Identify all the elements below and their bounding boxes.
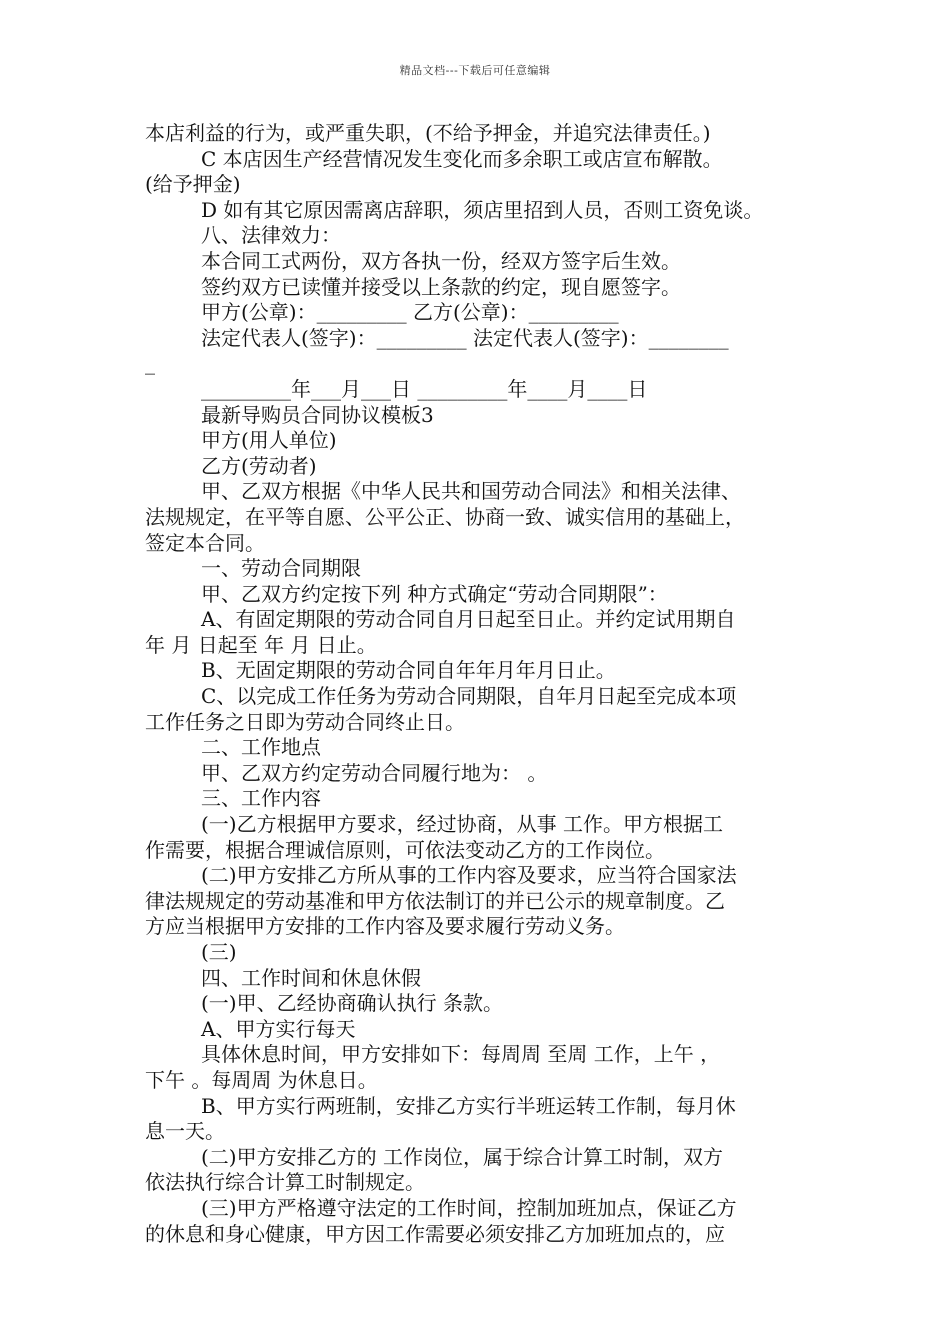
page-header: 精品文档---下载后可任意编辑 <box>399 64 551 77</box>
document-line: 下午 。每周周 为休息日。 <box>145 1067 378 1092</box>
document-line: 法定代表人(签字)：_________ 法定代表人(签字)：________ <box>201 325 729 350</box>
document-line: _________年___月___日 _________年____月____日 <box>201 376 648 401</box>
document-line: C 本店因生产经营情况发生变化而多余职工或店宣布解散。 <box>201 146 723 171</box>
document-line: 甲、乙双方约定按下列 种方式确定“劳动合同期限”： <box>201 581 668 606</box>
document-line: A、有固定期限的劳动合同自月日起至日止。并约定试用期自 <box>201 607 736 632</box>
document-line: 四、工作时间和休息休假 <box>201 965 421 990</box>
document-line: 年 月 日起至 年 月 日止。 <box>145 632 377 657</box>
document-line: 的休息和身心健康，甲方因工作需要必须安排乙方加班加点的，应 <box>145 1221 725 1246</box>
document-line: 具体休息时间，甲方安排如下：每周周 至周 工作，上午 ， <box>201 1042 721 1067</box>
document-line: 依法执行综合计算工时制规定。 <box>145 1170 425 1195</box>
document-line: (二)甲方安排乙方的 工作岗位，属于综合计算工时制，双方 <box>201 1144 723 1169</box>
document-line: 甲、乙双方约定劳动合同履行地为： 。 <box>201 760 548 785</box>
document-line: 工作任务之日即为劳动合同终止日。 <box>145 709 465 734</box>
document-line: 本合同工式两份，双方各执一份，经双方签字后生效。 <box>201 248 681 273</box>
document-line: 甲方(公章)：_________ 乙方(公章)：_________ <box>201 300 619 325</box>
document-line: D 如有其它原因需离店辞职，须店里招到人员，否则工资免谈。 <box>201 197 764 222</box>
document-line: (一)甲、乙经协商确认执行 条款。 <box>201 991 503 1016</box>
document-line: B、甲方实行两班制，安排乙方实行半班运转工作制，每月休 <box>201 1093 736 1118</box>
document-line: 乙方(劳动者) <box>201 453 317 478</box>
document-line: 签定本合同。 <box>145 530 265 555</box>
document-line: 本店利益的行为，或严重失职，(不给予押金，并追究法律责任。) <box>145 121 711 145</box>
document-line: _ <box>145 351 155 376</box>
document-line: B、无固定期限的劳动合同自年年月年月日止。 <box>201 658 616 683</box>
document-line: (给予押金) <box>145 172 241 197</box>
document-line: 签约双方已读懂并接受以上条款的约定，现自愿签字。 <box>201 274 681 299</box>
document-line: 甲、乙双方根据《中华人民共和国劳动合同法》和相关法律、 <box>201 479 741 504</box>
document-line: 律法规规定的劳动基准和甲方依法制订的并已公示的规章制度。乙 <box>145 888 725 913</box>
document-line: 作需要，根据合理诚信原则，可依法变动乙方的工作岗位。 <box>145 837 665 862</box>
document-line: 甲方(用人单位) <box>201 428 337 453</box>
document-line: 息一天。 <box>145 1119 225 1144</box>
document-line: A、甲方实行每天 <box>201 1016 356 1041</box>
document-line: 法规规定，在平等自愿、公平公正、协商一致、诚实信用的基础上， <box>145 504 745 529</box>
document-line: (三) <box>201 940 237 964</box>
document-line: 一、劳动合同期限 <box>201 556 361 581</box>
document-line: 二、工作地点 <box>201 735 321 760</box>
document-line: 最新导购员合同协议模板3 <box>201 402 434 427</box>
document-line: (一)乙方根据甲方要求，经过协商，从事 工作。甲方根据工 <box>201 812 723 837</box>
document-line: 方应当根据甲方安排的工作内容及要求履行劳动义务。 <box>145 914 625 939</box>
document-line: C、以完成工作任务为劳动合同期限，自年月日起至完成本项 <box>201 684 737 709</box>
document-line: (二)甲方安排乙方所从事的工作内容及要求，应当符合国家法 <box>201 863 737 888</box>
document-line: (三)甲方严格遵守法定的工作时间，控制加班加点，保证乙方 <box>201 1195 737 1220</box>
document-line: 八、法律效力： <box>201 223 341 248</box>
document-body <box>145 121 810 1247</box>
document-line: 三、工作内容 <box>201 786 321 811</box>
